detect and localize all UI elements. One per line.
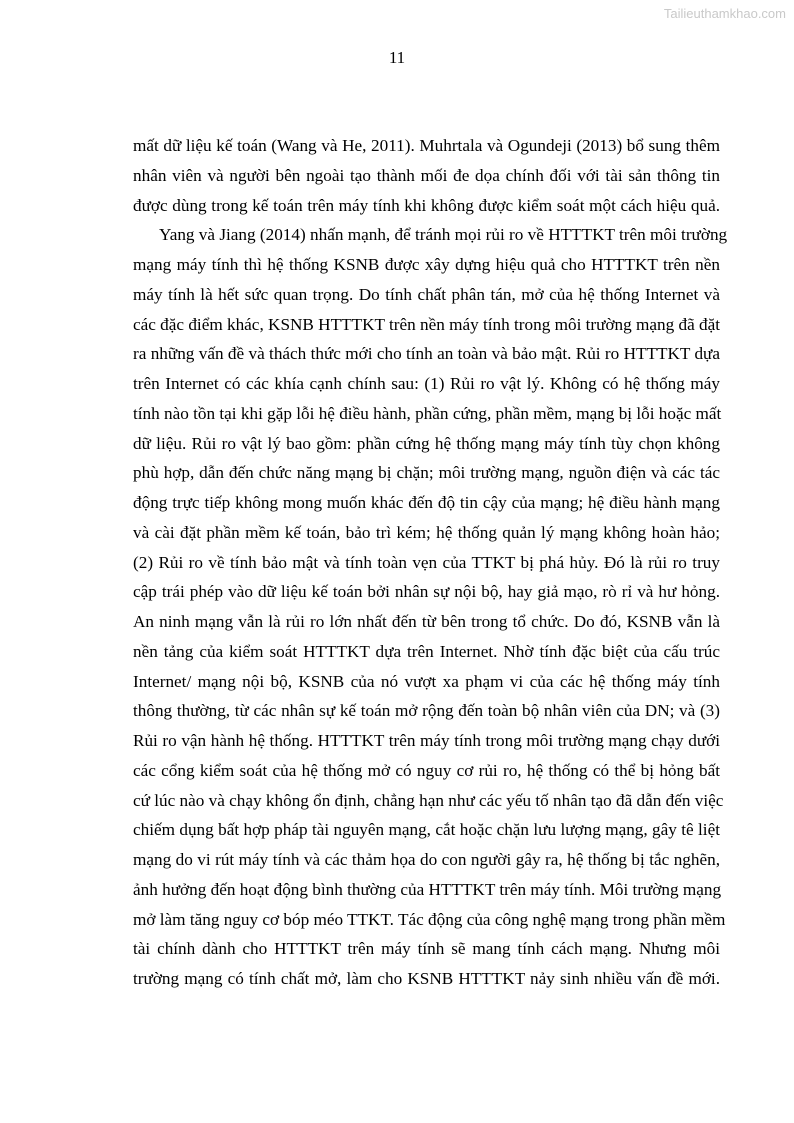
text-line: nhân viên và người bên ngoài tạo thành mối đe dọa chính đối với tài sản thông tin: [133, 165, 720, 185]
text-line: các đặc điểm khác, KSNB HTTTKT trên nền máy tính trong môi trường mạng đã đặt: [133, 314, 721, 334]
text-line: Yang và Jiang (2014) nhấn mạnh, để tránh mọi rủi ro về HTTTKT trên môi trường: [159, 225, 728, 245]
text-line: máy tính là hết sức quan trọng. Do tính chất phân tán, mở của hệ thống Internet và: [133, 284, 720, 304]
text-line: mạng máy tính thì hệ thống KSNB được xây dựng hiệu quả cho HTTTKT trên nền: [133, 255, 720, 274]
text-line: mạng do vi rút máy tính và các thảm họa do con người gây ra, hệ thống bị tắc nghẽn,: [133, 850, 720, 869]
document-body: [133, 131, 728, 994]
paragraph: [133, 131, 720, 220]
text-line: ra những vấn đề và thách thức mới cho tính an toàn và bảo mật. Rủi ro HTTTKT dựa: [133, 344, 720, 364]
text-line: và cài đặt phần mềm kế toán, bảo trì kém; hệ thống quản lý mạng không hoàn hảo;: [133, 522, 720, 542]
text-line: nền tảng của kiểm soát HTTTKT dựa trên Internet. Nhờ tính đặc biệt của cấu trúc: [133, 641, 720, 661]
text-line: động trực tiếp không mong muốn khác đến độ tin cậy của mạng; hệ điều hành mạng: [133, 493, 720, 512]
text-line: được dùng trong kế toán trên máy tính khi không được kiểm soát một cách hiệu quả.: [133, 195, 720, 215]
text-line: tính nào tồn tại khi gặp lỗi hệ điều hành, phần cứng, phần mềm, mạng bị lỗi hoặc mất: [133, 403, 722, 423]
text-line: trên Internet có các khía cạnh chính sau: (1) Rủi ro vật lý. Không có hệ thống máy: [133, 374, 720, 393]
text-line: thông thường, từ các nhân sự kế toán mở rộng đến toàn bộ nhân viên của DN; và (3): [133, 701, 720, 721]
text-line: ảnh hưởng đến hoạt động bình thường của HTTTKT trên máy tính. Môi trường mạng: [133, 879, 722, 899]
text-line: các cổng kiểm soát của hệ thống mở có nguy cơ rủi ro, hệ thống có thể bị hỏng bất: [133, 760, 720, 780]
paragraph: [133, 220, 728, 994]
text-line: tài chính dành cho HTTTKT trên máy tính sẽ mang tính cách mạng. Nhưng môi: [133, 939, 720, 959]
text-line: chiếm dụng bất hợp pháp tài nguyên mạng, cắt hoặc chặn lưu lượng mạng, gây tê liệt: [133, 820, 720, 840]
text-line: trường mạng có tính chất mở, làm cho KSNB HTTTKT nảy sinh nhiều vấn đề mới.: [133, 969, 720, 988]
text-line: cứ lúc nào và chạy không ổn định, chẳng hạn như các yếu tố nhân tạo đã dẫn đến việc: [133, 790, 724, 810]
text-line: cập trái phép vào dữ liệu kế toán bởi nhân sự nội bộ, hay giả mạo, rò rỉ và hư hỏng.: [133, 582, 720, 602]
text-line: mở làm tăng nguy cơ bóp méo TTKT. Tác động của công nghệ mạng trong phần mềm: [133, 909, 726, 929]
text-line: Internet/ mạng nội bộ, KSNB của nó vượt xa phạm vi của các hệ thống máy tính: [133, 671, 720, 691]
page-number: 11: [388, 48, 406, 67]
text-line: Rủi ro vận hành hệ thống. HTTTKT trên máy tính trong môi trường mạng chạy dưới: [133, 731, 720, 750]
watermark: Tailieuthamkhao.com: [663, 6, 786, 21]
text-line: phù hợp, dẫn đến chức năng mạng bị chặn; môi trường mạng, nguồn điện và các tác: [133, 463, 720, 483]
text-line: mất dữ liệu kế toán (Wang và He, 2011). Muhrtala và Ogundeji (2013) bổ sung thêm: [133, 136, 720, 155]
text-line: (2) Rủi ro về tính bảo mật và tính toàn vẹn của TTKT bị phá hủy. Đó là rủi ro truy: [133, 552, 720, 572]
text-line: An ninh mạng vẫn là rủi ro lớn nhất đến từ bên trong tổ chức. Do đó, KSNB vẫn là: [133, 612, 720, 631]
text-line: dữ liệu. Rủi ro vật lý bao gồm: phần cứng hệ thống mạng máy tính tùy chọn không: [133, 433, 720, 453]
